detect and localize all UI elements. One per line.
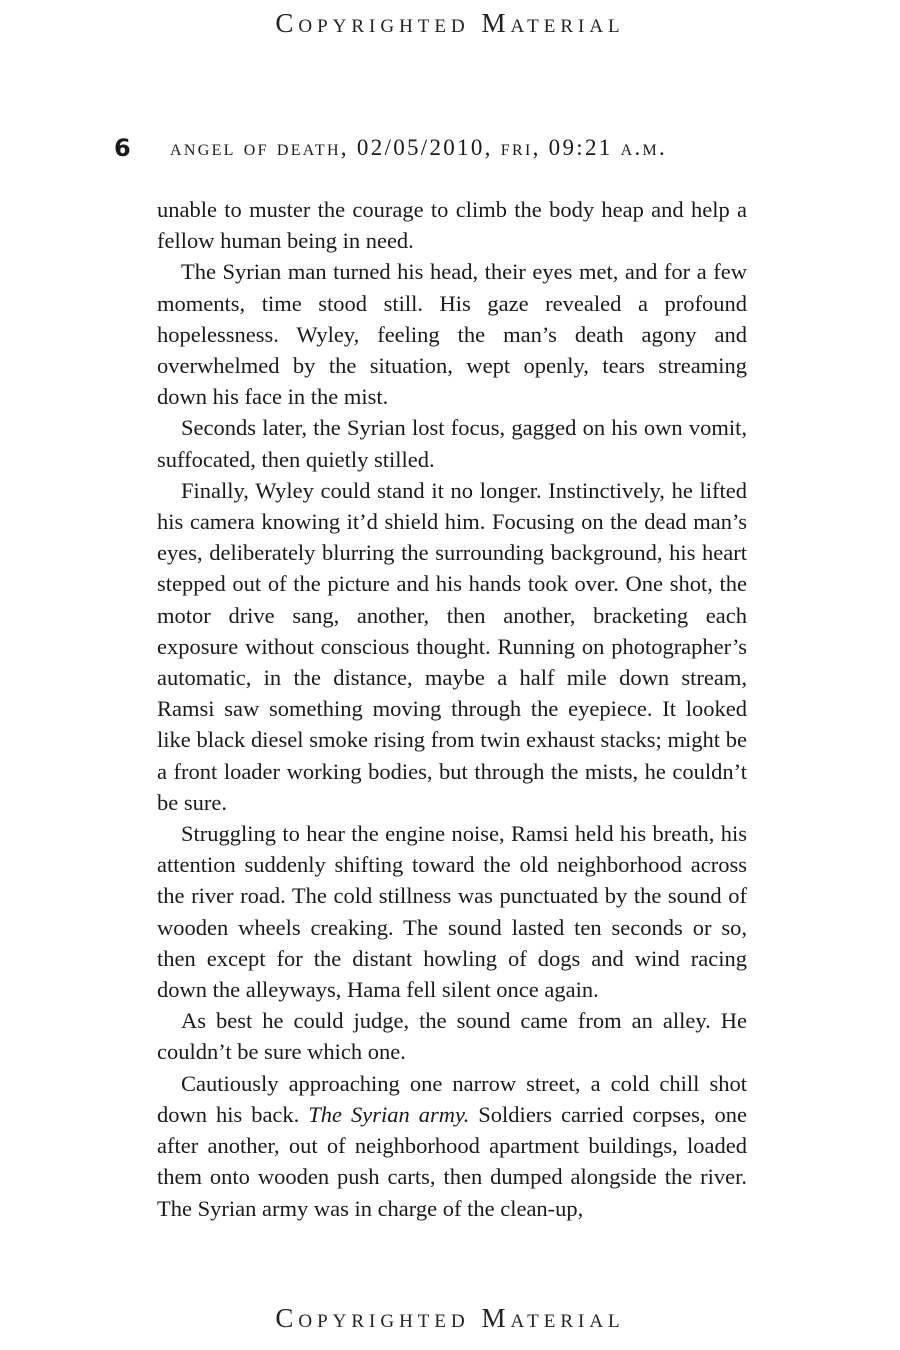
paragraph: The Syrian man turned his head, their eyes met, and for a few moments, time stood still. His gaze revealed a profound hopelessness. Wyley, feeling the man’s death agony and overwhelmed by the situation, wept openly, tears streaming down his face in the mist. xyxy=(157,259,747,410)
paragraph-text: Cautiously approaching one narrow street, a cold chill shot down his back. xyxy=(157,1070,747,1127)
paragraph-text: Soldiers carried corpses, one after another, out of neighborhood apartment buildings, loaded them onto wooden push carts, then dumped alongside the river. The Syrian army was in charge of the clean-up, xyxy=(157,1101,747,1221)
copyright-watermark-bottom: Copyrighted Material xyxy=(275,1303,625,1333)
paragraph-last xyxy=(157,1068,747,1224)
italic-phrase: The Syrian army. xyxy=(308,1101,470,1127)
body-text xyxy=(157,194,747,1224)
paragraph: Seconds later, the Syrian lost focus, gagged on his own vomit, suffocated, then quietly stilled. xyxy=(157,415,747,472)
chapter-running-title: angel of death, 02/05/2010, fri, 09:21 a.m. xyxy=(170,135,668,160)
copyright-watermark-top: Copyrighted Material xyxy=(275,8,625,38)
running-head xyxy=(114,132,754,166)
paragraph: Finally, Wyley could stand it no longer. Instinctively, he lifted his camera knowing it’d shield him. Focusing on the dead man’s eyes, deliberately blurring the surrounding background, his heart stepped out of the picture and his hands took over. One shot, the motor drive sang, another, then another, bracketing each exposure without conscious thought. Running on photographer’s automatic, in the distance, maybe a half mile down stream, Ramsi saw something moving through the eyepiece. It looked like black diesel smoke rising from twin exhaust stacks; might be a front loader working bodies, but through the mists, he couldn’t be sure. xyxy=(157,477,747,815)
paragraph: Struggling to hear the engine noise, Ramsi held his breath, his attention suddenly shifting toward the old neighborhood across the river road. The cold stillness was punctuated by the sound of wooden wheels creaking. The sound lasted ten seconds or so, then except for the distant howling of dogs and wind racing down the alleyways, Hama fell silent once again. xyxy=(157,821,747,1003)
page-number: 6 xyxy=(114,134,131,162)
paragraph-continued: unable to muster the courage to climb the body heap and help a fellow human being in need. xyxy=(157,197,747,254)
paragraph: As best he could judge, the sound came from an alley. He couldn’t be sure which one. xyxy=(157,1008,747,1065)
